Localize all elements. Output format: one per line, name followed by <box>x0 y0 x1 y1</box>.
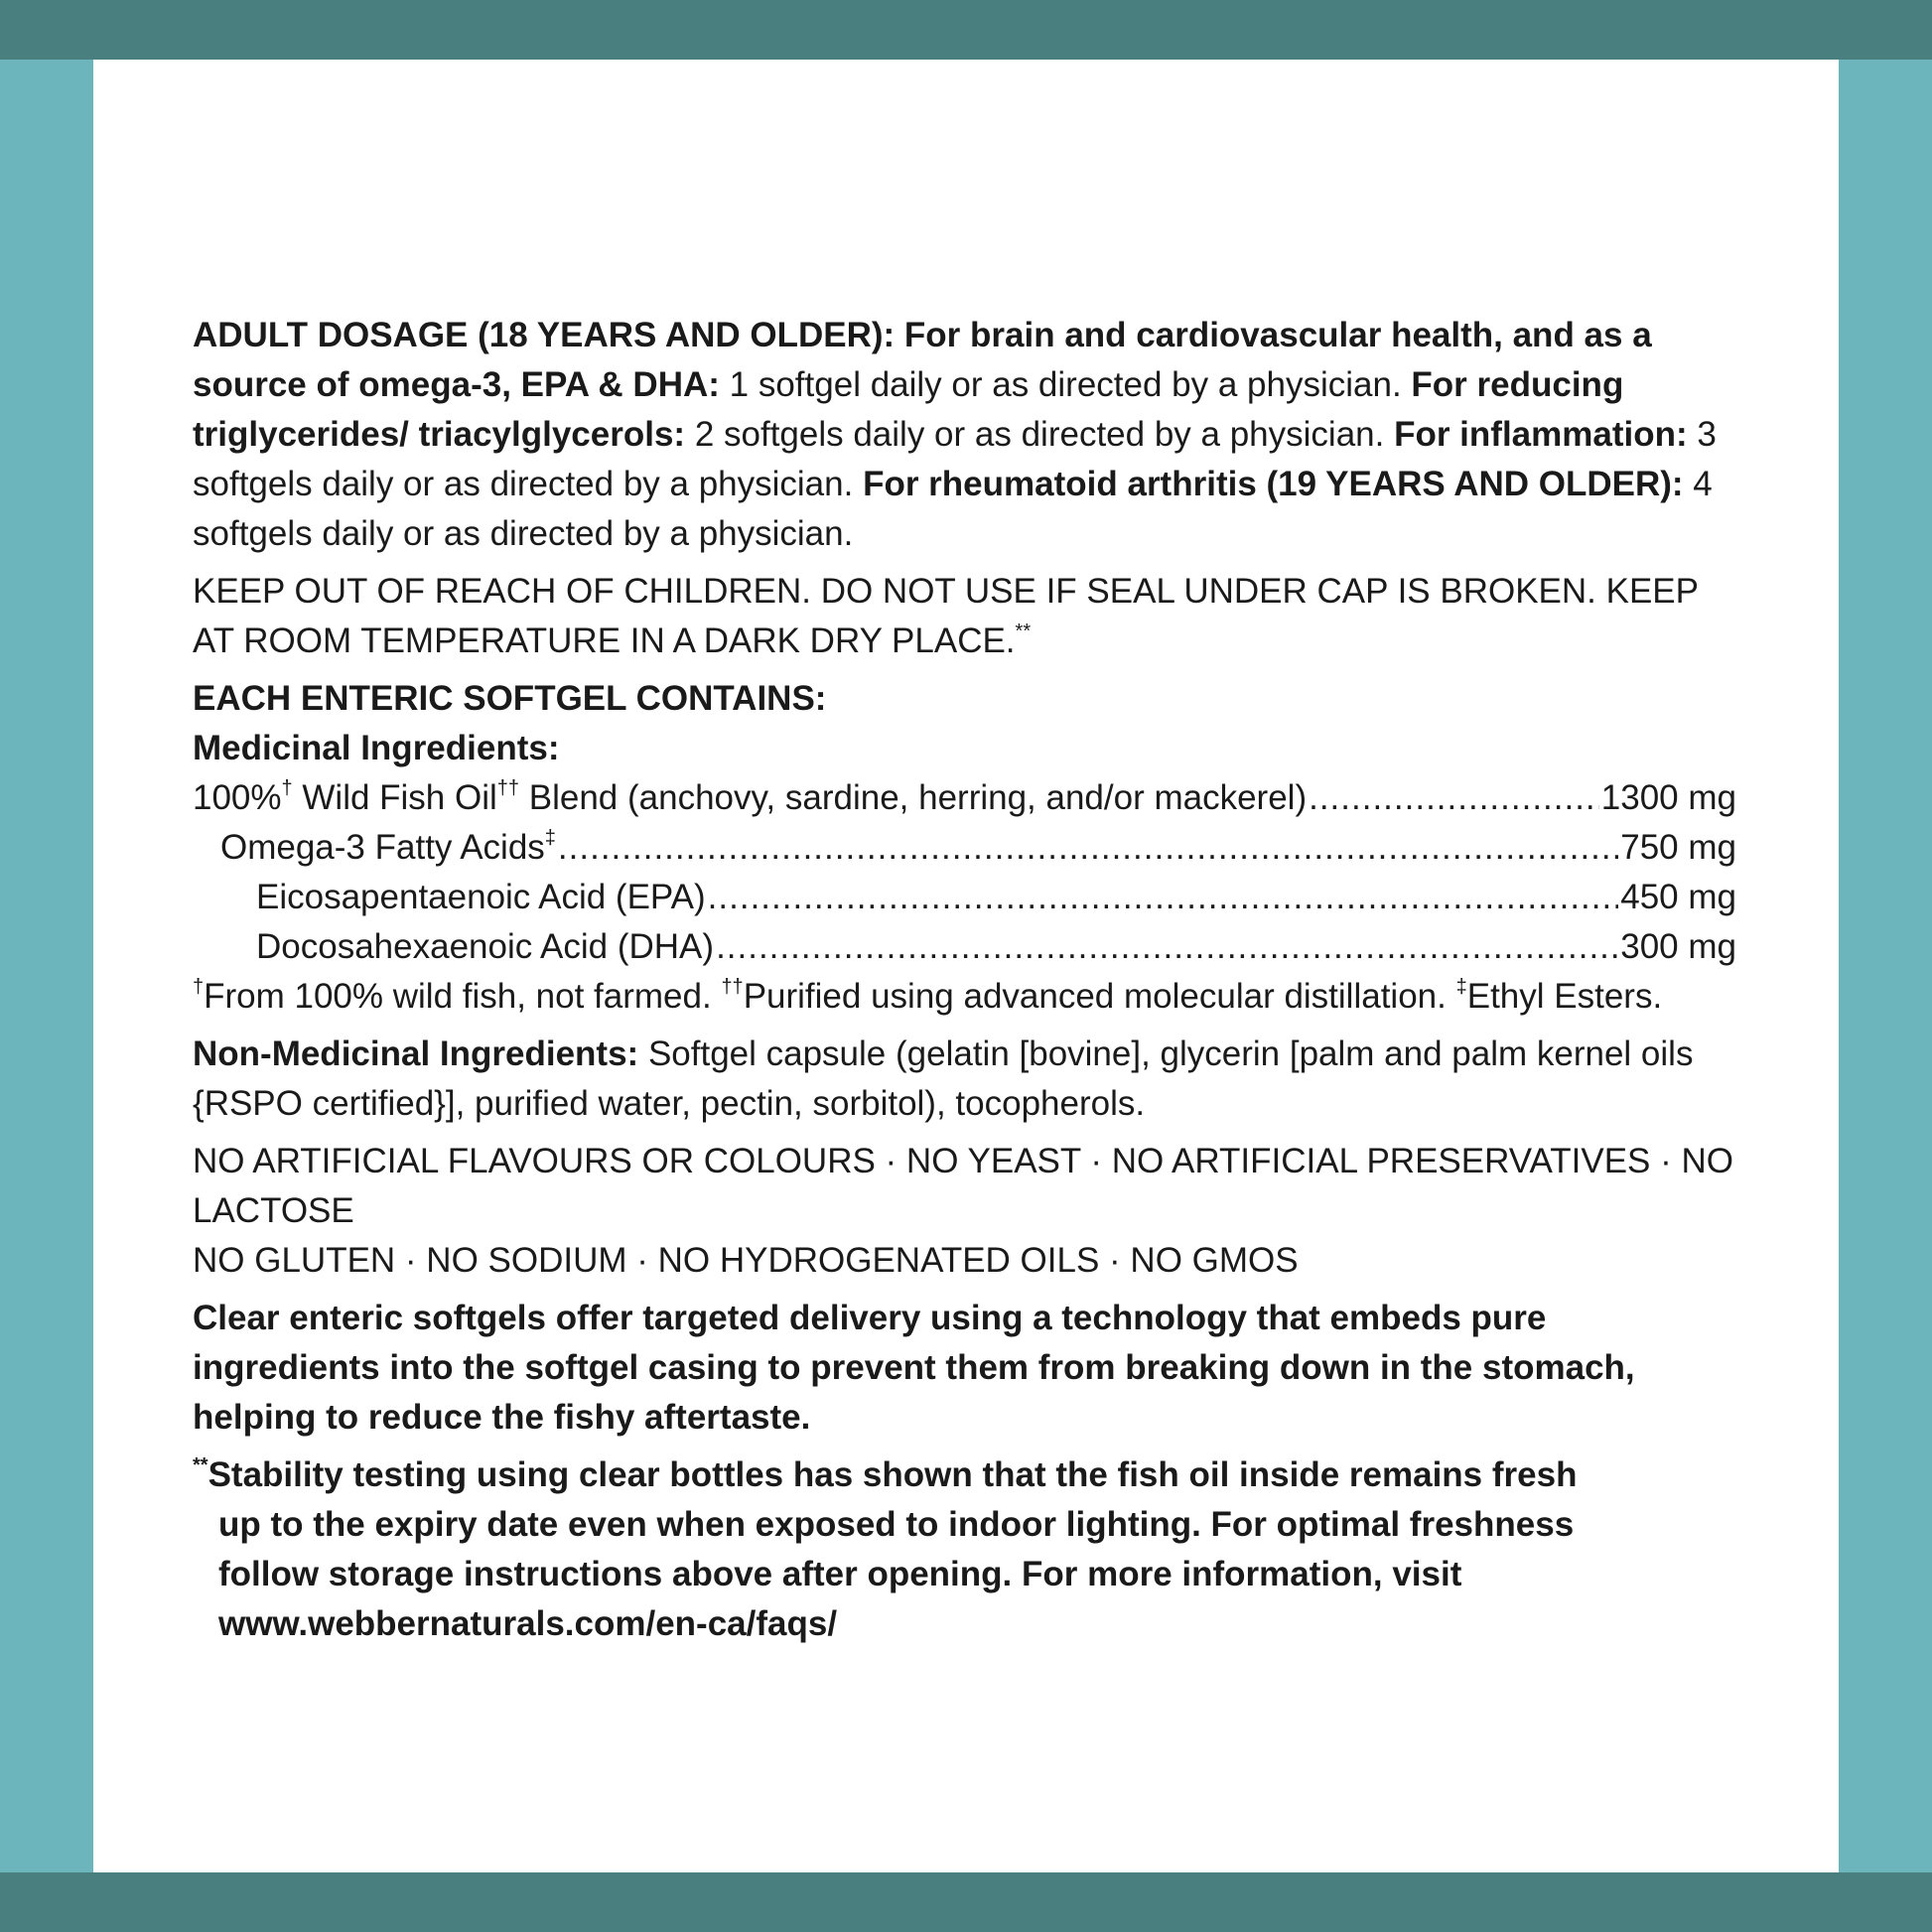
ingredient-name: 100%† Wild Fish Oil†† Blend (anchovy, sardine, herring, and/or mackerel) <box>193 777 1308 817</box>
warning-text: KEEP OUT OF REACH OF CHILDREN. DO NOT USE IF SEAL UNDER CAP IS BROKEN. KEEP AT ROOM TEMPERATURE IN A DARK DRY PLACE. <box>193 572 1699 660</box>
ingredient-amount: 750 mg <box>1620 828 1736 867</box>
free-from-line-2: NO GLUTEN · NO SODIUM · NO HYDROGENATED OILS · NO GMOS <box>193 1241 1299 1280</box>
stability-mark: ** <box>193 1454 208 1477</box>
non-medicinal-paragraph <box>193 1030 1736 1129</box>
stability-footnote: **Stability testing using clear bottles has shown that the fish oil inside remains fresh up to the expiry date even when exposed to indoor lighting. For optimal freshness follow storage instructions above after opening. For more information, visit www.webbernaturals.com/en-ca/faqs/ <box>193 1450 1736 1649</box>
free-from-line-1: NO ARTIFICIAL FLAVOURS OR COLOURS · NO YEAST · NO ARTIFICIAL PRESERVATIVES · NO LACTOSE <box>193 1142 1733 1230</box>
non-medicinal-label: Non-Medicinal Ingredients: <box>193 1035 639 1073</box>
warning-paragraph <box>193 567 1736 666</box>
ingredient-footnotes: †From 100% wild fish, not farmed. ††Purified using advanced molecular distillation. ‡Ethyl Esters. <box>193 976 1663 1016</box>
dot-leader <box>708 873 1619 922</box>
top-band <box>0 0 1932 60</box>
brain-health-label: For brain and cardiovascular health, and as a source of omega-3, EPA & DHA: <box>193 316 1652 404</box>
ingredient-name: Docosahexaenoic Acid (DHA) <box>256 927 715 966</box>
label-text <box>193 311 1736 1649</box>
ingredient-amount: 300 mg <box>1620 927 1736 966</box>
brain-health-dose: 1 softgel daily or as directed by a physician. <box>729 365 1402 404</box>
ingredient-row-epa <box>193 873 1736 922</box>
ingredient-amount: 1300 mg <box>1600 778 1736 817</box>
warning-footnote-mark: ** <box>1015 621 1032 643</box>
right-side-band <box>1839 60 1932 1872</box>
ingredient-row-dha <box>193 922 1736 972</box>
enteric-note: Clear enteric softgels offer targeted delivery using a technology that embeds pure ingredients into the softgel casing to prevent them from breaking down in the stomach, helping to reduce the fishy aftertaste. <box>193 1299 1635 1437</box>
inflammation-dose: 3 softgels daily or as directed by a physician. <box>193 415 1717 503</box>
bottom-band <box>0 1872 1932 1932</box>
arthritis-dose: 4 softgels daily or as directed by a physician. <box>193 465 1713 553</box>
ingredient-name: Eicosapentaenoic Acid (EPA) <box>256 878 706 916</box>
inflammation-label: For inflammation: <box>1394 415 1688 454</box>
ingredient-row-fish-oil <box>193 773 1736 823</box>
medicinal-heading: Medicinal Ingredients: <box>193 729 560 767</box>
dosage-heading: ADULT DOSAGE (18 YEARS AND OLDER): <box>193 316 896 354</box>
faq-url: www.webbernaturals.com/en-ca/faqs/ <box>218 1604 838 1643</box>
contains-heading: EACH ENTERIC SOFTGEL CONTAINS: <box>193 679 827 718</box>
ingredient-row-omega3 <box>193 823 1736 873</box>
ingredient-name: Omega-3 Fatty Acids‡ <box>220 827 556 867</box>
triglycerides-dose: 2 softgels daily or as directed by a physician. <box>694 415 1385 454</box>
arthritis-label: For rheumatoid arthritis (19 YEARS AND OLDER): <box>863 465 1684 503</box>
triglycerides-label: For reducing triglycerides/ triacylglycerols: <box>193 365 1624 454</box>
dosage-paragraph <box>193 311 1736 559</box>
dot-leader <box>1309 773 1599 823</box>
ingredient-amount: 450 mg <box>1620 878 1736 916</box>
left-side-band <box>0 60 93 1872</box>
dot-leader <box>716 922 1618 972</box>
dot-leader <box>558 823 1618 873</box>
non-medicinal-text: Softgel capsule (gelatin [bovine], glycerin [palm and palm kernel oils {RSPO certified}], purified water, pectin, sorbitol), tocopherols. <box>193 1035 1694 1123</box>
